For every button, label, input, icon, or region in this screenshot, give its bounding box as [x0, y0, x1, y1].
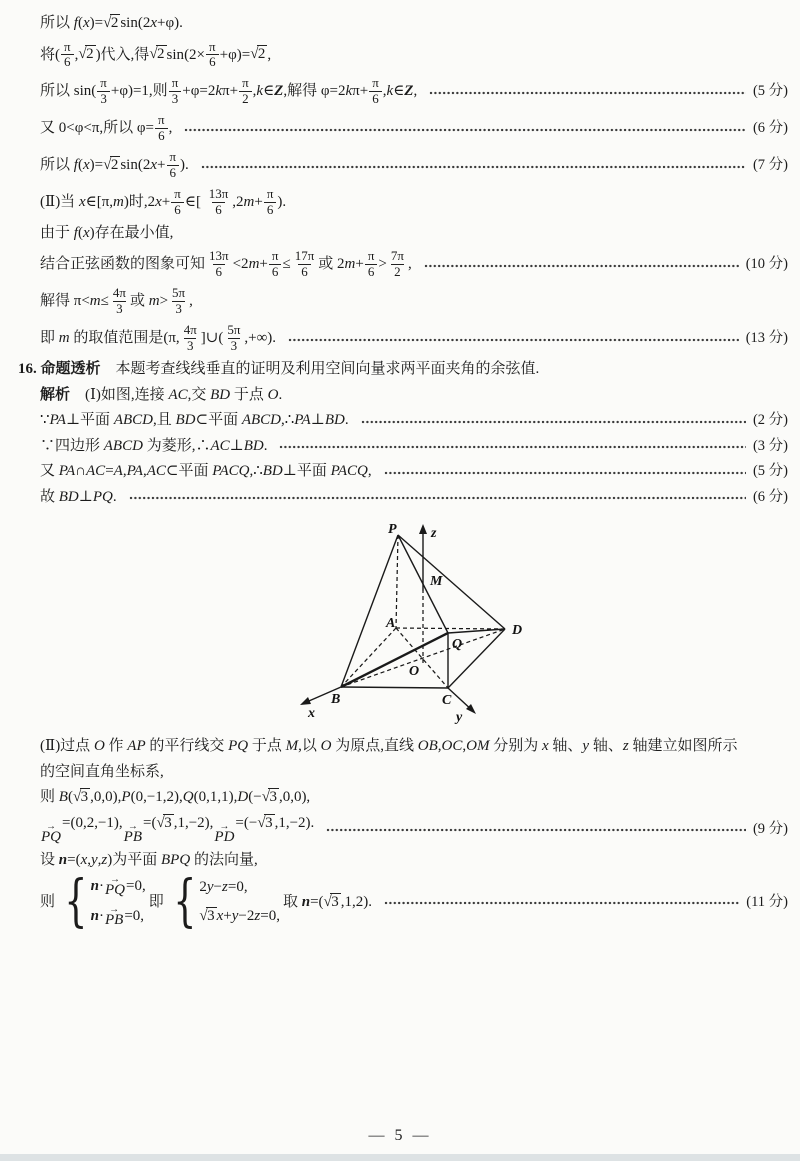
fraction [224, 323, 243, 354]
math-symbol: PA [294, 412, 311, 428]
math-symbol: sin [166, 46, 185, 63]
radical-sign: √ [72, 789, 80, 805]
math-symbol: BD [175, 412, 196, 428]
system-rows [199, 878, 280, 926]
figure-point-label: M [430, 574, 443, 589]
math-symbol: P [121, 789, 131, 805]
dotted-leader [384, 471, 746, 475]
fraction-denominator: 6 [167, 165, 180, 181]
radicand: 2 [157, 46, 165, 63]
radical-sign: √ [103, 15, 110, 31]
math-symbol: x [80, 852, 88, 869]
bold-text: 16. 命题透析 [18, 361, 101, 377]
math-symbol: x [82, 157, 90, 173]
fraction [171, 187, 184, 218]
solution-line [0, 249, 788, 280]
figure-point-label: B [331, 692, 341, 707]
score-label: (5 分) [752, 463, 788, 480]
figure-point-label: z [431, 526, 437, 541]
line-text: 所以 f(x)=√2 sin(2x+ $\frac{\pi}{6}$ ). [40, 149, 189, 181]
solution-line [0, 814, 788, 846]
math-symbol: O [320, 738, 332, 754]
math-symbol: PQ [92, 488, 113, 505]
score-label: (2 分) [752, 412, 788, 429]
radical-sign: √ [199, 907, 207, 924]
solution-line [0, 851, 788, 871]
dotted-leader [424, 264, 739, 268]
math-symbol: k [386, 83, 394, 100]
fraction-numerator: π [209, 38, 216, 54]
fraction [110, 286, 129, 317]
fraction [292, 249, 318, 280]
math-symbol: y [206, 879, 214, 896]
fraction [206, 249, 232, 280]
math-symbol: y [91, 852, 98, 869]
line-text: 则 { n · → PQ =0, n · → PB =0, 即 { 2 y − z =0, √3 x + y −2 z =0, 取 n=(√3 ,1,2). [40, 869, 373, 935]
line-text: 又 0<φ<π,所以 φ= $\frac{\pi}{6}$ , [40, 112, 173, 144]
fraction [206, 187, 232, 218]
fraction-numerator: 5π [227, 322, 241, 338]
math-symbol: n [301, 893, 311, 910]
bold-text [274, 83, 283, 99]
figure-hidden-edge [341, 629, 505, 687]
math-symbol: x [82, 15, 90, 31]
math-symbol: OM [466, 738, 490, 754]
math-symbol: sin [120, 157, 138, 173]
math-symbol: OC [441, 738, 463, 754]
math-symbol: OB [417, 738, 438, 754]
score-label: (13 分) [745, 330, 788, 347]
vector-arrow: → [219, 821, 230, 833]
fraction [155, 113, 168, 144]
math-symbol: BD [262, 463, 283, 479]
math-symbol: PACQ [330, 463, 368, 479]
line-text: (Ⅱ)过点 O 作 AP 的平行线交 PQ 于点 M,以 O 为原点,直线 OB,OC,OM 分别为 x 轴、y 轴、z 轴建立如图所示 [40, 738, 738, 754]
fraction [239, 76, 252, 107]
radicand: 3 [80, 789, 89, 805]
solution-line [0, 323, 788, 354]
math-symbol: z [254, 907, 261, 924]
math-symbol: ABCD [241, 412, 281, 428]
math-symbol: m [148, 293, 160, 310]
fraction-numerator: π [100, 75, 107, 91]
fraction-numerator: 13π [209, 248, 229, 264]
math-symbol: n [90, 908, 99, 925]
figure-point-label: D [512, 623, 523, 638]
fraction [206, 40, 219, 71]
fraction-denominator: 6 [206, 54, 219, 70]
math-symbol: Z [274, 83, 284, 100]
math-symbol: x [216, 907, 224, 924]
solution-line [0, 113, 788, 144]
score-label: (3 分) [752, 437, 788, 454]
fraction-numerator: 7π [390, 248, 404, 264]
fraction-numerator: π [372, 75, 379, 91]
fraction [169, 286, 188, 317]
math-symbol: PA [58, 463, 76, 479]
math-symbol: sin [120, 15, 138, 31]
fraction-numerator: π [242, 75, 249, 91]
square-root [257, 814, 274, 834]
solution-line [0, 286, 788, 317]
fraction [264, 187, 277, 218]
figure-hidden-edge [341, 628, 396, 687]
solution-line [0, 224, 788, 244]
figure-edge [341, 535, 398, 687]
score-label: (11 分) [746, 893, 788, 910]
math-symbol: BD [58, 488, 79, 505]
math-symbol: AC [210, 437, 230, 454]
math-symbol: x [150, 15, 157, 31]
square-root [199, 907, 216, 927]
figure-point-label: Q [452, 637, 463, 652]
fraction [269, 249, 282, 280]
solution-line [0, 488, 788, 508]
math-symbol: PB [123, 829, 142, 846]
square-root [103, 156, 120, 176]
figure-hidden-edge [396, 628, 505, 629]
fraction-denominator: 6 [61, 54, 74, 70]
math-symbol: PQ [105, 881, 125, 898]
radicand: 3 [331, 893, 339, 910]
math-symbol: AP [127, 738, 146, 754]
math-symbol: z [101, 852, 108, 869]
line-text: 将( $\frac{\pi}{6}$ ,√2 )代入,得√2 sin(2× $\frac{\pi}{6}$ +φ)=√2 , [40, 38, 272, 70]
fraction-denominator: 3 [97, 91, 110, 107]
math-symbol: Q [182, 789, 194, 805]
radical-sign: √ [261, 789, 269, 805]
line-text: 结合正弦函数的图象可知 $\frac{13\pi}{6}$ <2m+ $\frac{\pi}{6}$ ≤ $\frac{17\pi}{6}$ 或 2m+ $\frac{\pi}{6}$ > $\frac{7\pi}{2}$ , [40, 248, 412, 280]
fraction [169, 76, 182, 107]
math-symbol: f [73, 157, 78, 173]
fraction [166, 150, 179, 181]
figure-point-label: A [386, 616, 396, 631]
radical-sign: √ [78, 46, 86, 63]
math-symbol: M [285, 738, 299, 754]
math-symbol: k [215, 83, 223, 100]
dotted-leader [326, 828, 746, 832]
line-text: 所以 f(x)=√2 sin(2x+φ). [40, 14, 183, 34]
radicand: 3 [207, 907, 215, 924]
square-root [78, 45, 95, 65]
math-symbol: BD [243, 437, 264, 454]
fraction [181, 323, 200, 354]
square-root [149, 45, 166, 65]
fraction-numerator: π [367, 248, 375, 264]
line-text: (Ⅱ)当 x∈[π,m)时,2x+ $\frac{\pi}{6}$ ∈[ $\frac{13\pi}{6}$ ,2m+ $\frac{\pi}{6}$ ). [40, 186, 287, 217]
math-symbol: BD [324, 412, 345, 428]
figure-point-label: P [388, 522, 397, 537]
footer-strip [0, 1154, 800, 1161]
vector [105, 873, 125, 898]
score-label: (10 分) [745, 256, 788, 273]
dotted-leader [384, 901, 739, 905]
fraction-denominator: 6 [365, 264, 378, 280]
line-text: 又 PA∩AC=A,PA,AC⊂平面 PACQ,∴BD⊥平面 PACQ, [40, 463, 372, 479]
math-symbol: BPQ [161, 852, 191, 869]
math-symbol: PD [214, 829, 235, 846]
fraction [97, 76, 110, 107]
fraction-numerator: 13π [208, 186, 229, 201]
math-symbol: m [243, 193, 255, 210]
radicand: 2 [110, 15, 119, 31]
math-symbol: x [150, 157, 157, 173]
vector [105, 903, 124, 928]
score-label: (5 分) [752, 83, 788, 100]
fraction [369, 76, 382, 107]
equation-system [167, 869, 280, 935]
system-row: n · → PB =0, [90, 903, 145, 928]
axis-arrowhead [419, 524, 427, 534]
fraction-numerator: π [266, 186, 274, 201]
radical-sign: √ [103, 157, 110, 173]
dotted-leader [361, 420, 746, 424]
system-row: 2 y − z =0, [199, 878, 280, 898]
square-root [250, 45, 267, 65]
line-text: 解得 π<m≤ $\frac{4\pi}{3}$ 或 m> $\frac{5\pi}{3}$ , [40, 285, 193, 317]
radical-sign: √ [149, 46, 157, 63]
math-symbol: PACQ [212, 463, 250, 479]
fraction-denominator: 6 [155, 128, 168, 144]
solution-line [0, 788, 788, 808]
math-symbol: PQ [228, 738, 249, 754]
score-label: (6 分) [752, 120, 788, 137]
geometry-figure [286, 515, 534, 729]
math-symbol: AC [146, 463, 166, 479]
dotted-leader [429, 91, 746, 95]
vector-arrow: → [46, 821, 56, 833]
radicand: 3 [269, 789, 277, 805]
math-symbol: O [93, 738, 105, 754]
bold-italic-text [59, 852, 67, 868]
fraction-numerator: π [174, 186, 181, 201]
fraction-numerator: 17π [294, 248, 315, 264]
math-symbol: z [222, 879, 228, 896]
square-root [262, 788, 279, 808]
system-row: √3 x + y −2 z =0, [199, 907, 280, 927]
vector-body [214, 830, 234, 845]
vector-body [124, 830, 142, 845]
square-root [324, 893, 341, 913]
line-text: 由于 f(x)存在最小值, [40, 224, 174, 241]
bold-italic-text [91, 877, 99, 897]
line-text: 16. 命题透析 本题考查线线垂直的证明及利用空间向量求两平面夹角的余弦值. [18, 361, 540, 377]
math-symbol: Z [404, 83, 414, 100]
bold-text: 解析 [40, 386, 71, 403]
line-text: → PQ =(0,2,−1), → PB =(√3 ,1,−2), → PD =(−√3 ,1,−2). [41, 814, 315, 846]
vector-arrow: → [127, 821, 138, 833]
geometry-figure-wrap [286, 515, 788, 729]
math-symbol: AC [86, 463, 106, 479]
math-symbol: O [267, 386, 279, 403]
line-text: ∵四边形 ABCD 为菱形,∴AC⊥BD. [40, 437, 268, 454]
solution-line [0, 360, 788, 380]
math-symbol: n [90, 878, 99, 895]
vector [41, 821, 61, 846]
bold-italic-text [91, 907, 99, 927]
dotted-leader [129, 496, 746, 500]
fraction-denominator: 6 [213, 264, 226, 280]
bold-italic-text [302, 894, 310, 910]
radical-sign: √ [156, 814, 164, 831]
math-symbol: k [256, 83, 264, 100]
solution-line [0, 763, 788, 783]
system-brace: { [64, 869, 88, 935]
vector-arrow: → [109, 903, 120, 915]
math-symbol: y [231, 907, 239, 924]
fraction-denominator: 6 [264, 202, 277, 218]
fraction-numerator: 5π [172, 285, 186, 301]
math-symbol: PB [105, 911, 124, 928]
math-symbol: BD [210, 386, 231, 403]
bold-text [404, 83, 413, 99]
figure-point-label: C [442, 693, 452, 708]
fraction [365, 249, 378, 280]
fraction-numerator: π [271, 248, 279, 264]
radicand: 2 [257, 46, 266, 63]
fraction-denominator: 3 [169, 91, 182, 107]
solution-line [0, 76, 788, 107]
figure-point-label: O [409, 664, 420, 679]
equation-system [58, 869, 146, 935]
math-symbol: y [582, 738, 590, 754]
math-symbol: x [78, 193, 86, 210]
system-rows [90, 873, 146, 928]
solution-line [0, 869, 788, 935]
solution-line [0, 737, 788, 757]
square-root [103, 14, 120, 34]
system-row: n · → PQ =0, [90, 873, 146, 898]
math-symbol: n [58, 852, 68, 869]
fraction-denominator: 6 [171, 202, 184, 218]
figure-edge [341, 687, 448, 688]
solution-line [0, 411, 788, 431]
radical-sign: √ [257, 814, 265, 831]
solution-line [0, 150, 788, 181]
math-symbol: z [622, 738, 629, 754]
fraction [388, 249, 407, 280]
fraction-denominator: 3 [184, 338, 197, 354]
vector-body [105, 913, 123, 928]
radicand: 3 [265, 814, 273, 831]
figure-hidden-edge [396, 535, 398, 628]
solution-line [0, 462, 788, 482]
math-symbol: m [113, 193, 124, 210]
score-label: (7 分) [752, 157, 788, 174]
radicand: 2 [86, 46, 94, 63]
axis-arrowhead [300, 697, 311, 705]
radical-sign: √ [250, 46, 257, 63]
fraction-denominator: 2 [239, 91, 252, 107]
line-text: 的空间直角坐标系, [40, 763, 164, 780]
math-symbol: PA [49, 412, 66, 428]
fraction-denominator: 2 [391, 264, 404, 280]
fraction-denominator: 6 [298, 264, 311, 280]
math-symbol: PA [126, 463, 143, 479]
math-symbol: B [58, 789, 68, 805]
fraction [61, 40, 74, 71]
score-label: (9 分) [752, 820, 788, 837]
solution-line [0, 437, 788, 457]
dotted-leader [288, 338, 739, 342]
solution-line [0, 40, 788, 71]
line-text: 解析 (Ⅰ)如图,连接 AC,交 BD 于点 O. [40, 386, 283, 403]
square-root [156, 814, 173, 834]
math-symbol: x [541, 738, 549, 754]
fraction-numerator: 4π [183, 322, 197, 338]
math-symbol: x [82, 224, 90, 241]
math-symbol: f [73, 224, 78, 241]
math-symbol: m [89, 293, 101, 310]
math-symbol: m [344, 256, 356, 273]
vector [214, 821, 235, 846]
fraction-denominator: 3 [113, 301, 126, 317]
math-symbol: m [248, 256, 260, 273]
fraction-numerator: 4π [112, 285, 126, 301]
figure-point-label: y [456, 710, 463, 725]
line-text: 故 BD⊥PQ. [40, 488, 117, 505]
fraction-numerator: π [158, 112, 165, 128]
solution-line [0, 187, 788, 218]
math-symbol: x [155, 193, 162, 210]
line-text: 所以 sin( $\frac{\pi}{3}$ +φ)=1,则 $\frac{\pi}{3}$ +φ=2kπ+ $\frac{\pi}{2}$ ,k∈Z,解得 φ=2kπ+ $\frac{\pi}{6}$ ,k∈Z, [40, 75, 418, 107]
dotted-leader [184, 128, 746, 132]
fraction-denominator: 6 [212, 202, 225, 218]
fraction-denominator: 3 [228, 338, 241, 354]
math-symbol: ABCD [113, 412, 153, 428]
radicand: 2 [110, 157, 119, 173]
math-symbol: f [73, 15, 78, 31]
math-symbol: sin [73, 83, 92, 100]
figure-edge-bold [341, 633, 448, 687]
score-label: (6 分) [752, 488, 788, 505]
fraction-denominator: 6 [369, 91, 382, 107]
line-text: ∵PA⊥平面 ABCD,且 BD⊂平面 ABCD,∴PA⊥BD. [40, 412, 349, 428]
dotted-leader [201, 165, 746, 169]
figure-edge [398, 535, 505, 629]
radical-sign: √ [323, 893, 331, 910]
math-symbol: AC [168, 386, 188, 403]
vector-body [105, 883, 125, 898]
line-text: 设 n=(x,y,z)为平面 BPQ 的法向量, [40, 852, 258, 869]
math-symbol: PQ [41, 829, 61, 846]
math-symbol: m [58, 330, 70, 346]
fraction-numerator: π [171, 75, 179, 91]
solution-line [0, 14, 788, 34]
vector-arrow: → [110, 873, 120, 885]
math-symbol: A [113, 463, 123, 479]
line-text: 即 m 的取值范围是(π, $\frac{4\pi}{3}$ ]∪( $\frac{5\pi}{3}$ ,+∞). [40, 322, 277, 354]
math-symbol: ABCD [103, 437, 143, 454]
square-root [73, 788, 90, 808]
system-brace: { [172, 869, 197, 935]
fraction-denominator: 3 [172, 301, 185, 317]
vector [123, 821, 142, 846]
fraction-numerator: π [169, 149, 177, 165]
math-symbol: k [345, 83, 353, 100]
figure-point-label: x [308, 706, 315, 721]
dotted-leader [279, 445, 745, 449]
page-number: — 5 — [368, 1127, 432, 1144]
fraction-numerator: π [64, 38, 71, 54]
radicand: 3 [164, 814, 172, 831]
solution-line [0, 386, 788, 406]
line-text: 则 B(√3 ,0,0),P(0,−1,2),Q(0,1,1),D(−√3 ,0,0), [40, 788, 310, 808]
vector-body [41, 830, 61, 845]
fraction-denominator: 6 [269, 264, 282, 280]
math-symbol: D [237, 789, 249, 805]
